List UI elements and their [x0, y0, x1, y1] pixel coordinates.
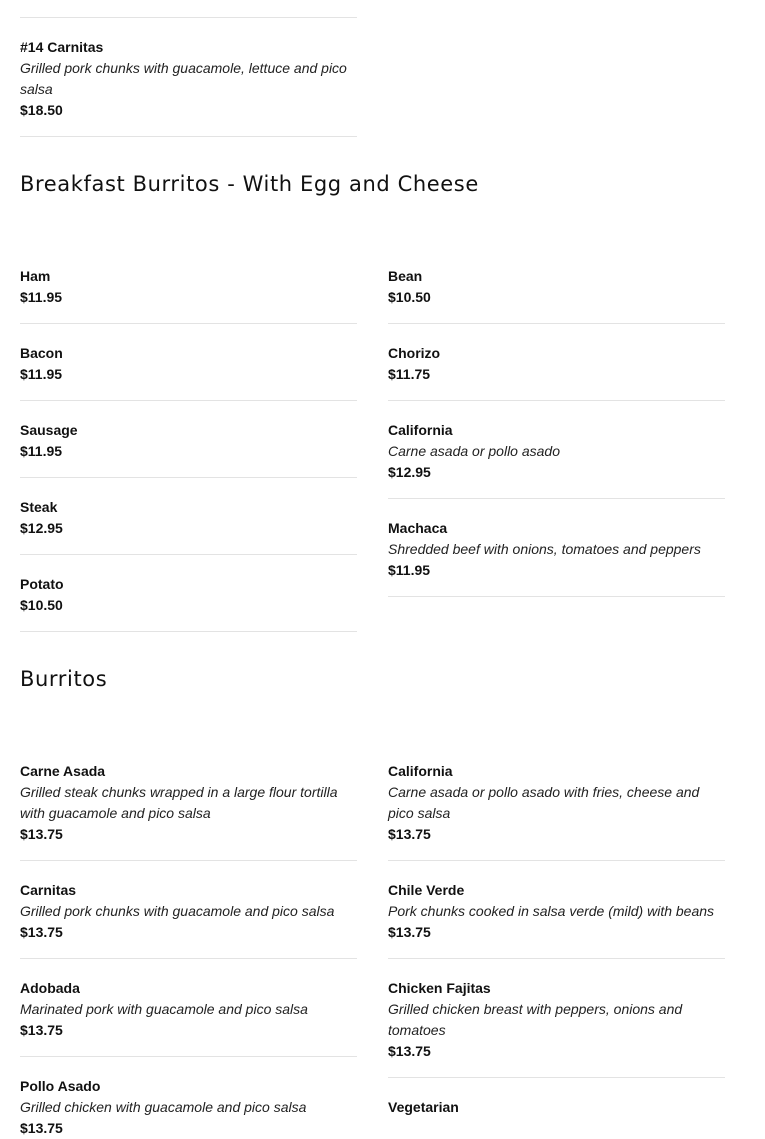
item-name: Vegetarian — [388, 1099, 459, 1115]
item-name: Potato — [20, 576, 64, 592]
menu-item-sausage — [20, 420, 357, 478]
menu-item-carnitas — [20, 880, 357, 959]
menu-item-california-breakfast — [388, 420, 725, 499]
item-name: Bacon — [20, 345, 63, 361]
item-description: Grilled pork chunks with guacamole and pico salsa — [20, 903, 335, 919]
menu-item-ham — [20, 266, 357, 324]
item-name: Adobada — [20, 980, 80, 996]
item-description: Grilled steak chunks wrapped in a large flour tortilla with guacamole and pico salsa — [20, 784, 338, 821]
section-title-breakfast-burritos: Breakfast Burritos - With Egg and Cheese — [20, 172, 479, 196]
menu-item-pollo-asado — [20, 1076, 357, 1136]
menu-item-adobada — [20, 978, 357, 1057]
menu-item-chicken-fajitas — [388, 978, 725, 1078]
item-name: California — [388, 763, 453, 779]
item-price: $13.75 — [388, 924, 431, 940]
item-name: #14 Carnitas — [20, 39, 104, 55]
item-price: $11.95 — [20, 443, 63, 459]
item-price: $11.95 — [20, 289, 63, 305]
item-description: Carne asada or pollo asado — [388, 443, 561, 459]
item-price: $13.75 — [388, 826, 431, 842]
item-name: Machaca — [388, 520, 448, 536]
item-description: Grilled chicken breast with peppers, onions and tomatoes — [388, 1001, 683, 1038]
item-name: Bean — [388, 268, 423, 284]
item-price: $10.50 — [388, 289, 431, 305]
item-price: $13.75 — [388, 1043, 431, 1059]
section-title-burritos: Burritos — [20, 667, 108, 691]
item-price: $12.95 — [20, 520, 63, 536]
item-name: Chile Verde — [388, 882, 465, 898]
item-price: $13.75 — [20, 1120, 63, 1136]
item-name: Carne Asada — [20, 763, 106, 779]
item-name: Carnitas — [20, 882, 77, 898]
item-description: Pork chunks cooked in salsa verde (mild) with beans — [388, 903, 715, 919]
item-price: $13.75 — [20, 1022, 63, 1038]
item-description: Marinated pork with guacamole and pico salsa — [20, 1001, 308, 1017]
item-description: Carne asada or pollo asado with fries, cheese and pico salsa — [388, 784, 700, 821]
item-price: $12.95 — [388, 464, 431, 480]
divider — [20, 17, 357, 18]
menu-item-chorizo — [388, 343, 725, 401]
item-price: $10.50 — [20, 597, 63, 613]
item-price: $13.75 — [20, 924, 63, 940]
item-name: Ham — [20, 268, 51, 284]
item-name: Pollo Asado — [20, 1078, 101, 1094]
item-description: Shredded beef with onions, tomatoes and peppers — [388, 541, 701, 557]
menu-item-bacon — [20, 343, 357, 401]
item-price: $11.95 — [388, 562, 431, 578]
item-name: Chicken Fajitas — [388, 980, 491, 996]
menu-item-chile-verde — [388, 880, 725, 959]
item-name: Chorizo — [388, 345, 441, 361]
menu-item-bean — [388, 266, 725, 324]
item-price: $11.95 — [20, 366, 63, 382]
item-description: Grilled chicken with guacamole and pico salsa — [20, 1099, 307, 1115]
item-price: $18.50 — [20, 102, 63, 118]
item-price: $11.75 — [388, 366, 431, 382]
item-name: Steak — [20, 499, 58, 515]
menu-item-steak — [20, 497, 357, 555]
item-name: California — [388, 422, 453, 438]
menu-item-potato — [20, 574, 357, 632]
menu-item-vegetarian — [388, 1097, 725, 1125]
menu-item-14-carnitas — [20, 37, 357, 137]
item-description: Grilled pork chunks with guacamole, lettuce and pico salsa — [20, 60, 347, 97]
menu-item-carne-asada — [20, 761, 357, 861]
menu-item-machaca — [388, 518, 725, 597]
item-price: $13.75 — [20, 826, 63, 842]
item-name: Sausage — [20, 422, 78, 438]
menu-item-california-burrito — [388, 761, 725, 861]
